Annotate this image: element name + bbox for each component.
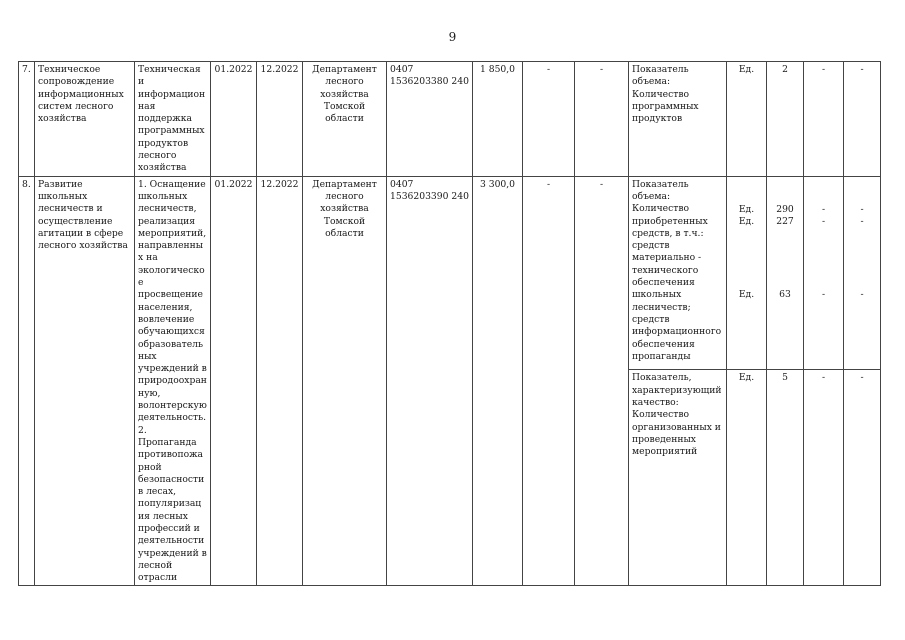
indicator-col-14-item: - <box>821 215 826 227</box>
executor: Департамент лесного хозяйства Томской области <box>303 62 387 177</box>
indicator-unit-item: Ед. <box>738 203 755 215</box>
indicator-col-15-item: - <box>860 289 864 301</box>
indicator-value: 5 <box>767 370 804 586</box>
indicator-value <box>767 176 804 370</box>
executor: Департамент лесного хозяйства Томской области <box>303 176 387 586</box>
indicator-unit-item: Ед. <box>738 215 755 227</box>
funding-col-9: - <box>523 176 575 586</box>
start-date: 01.2022 <box>211 176 257 586</box>
indicator-col-15: - <box>844 62 881 177</box>
event-action: 1. Оснащение школьных лесничеств, реализация мероприятий, направленных на экологическое просвещение населения, вовлечение обучающихся образовательных учреждений в природоохранную, волонтерскую деятельность. 2. Пропаганда противопожарной безопасности в лесах, популяризация лесных профессий и деятельности учреждений в лесной отрасли <box>135 176 211 586</box>
end-date: 12.2022 <box>257 176 303 586</box>
indicator-text: Показатель, характеризующий качество: Количество организованных и проведенных мероприятий <box>629 370 727 586</box>
start-date: 01.2022 <box>211 62 257 177</box>
budget-code: 0407 1536203380 240 <box>387 62 473 177</box>
row-number: 8. <box>19 176 35 586</box>
indicator-value-item: 63 <box>779 289 791 301</box>
indicator-value-item: 227 <box>776 215 794 227</box>
indicator-value: 2 <box>767 62 804 177</box>
indicator-col-15-item: - <box>860 203 864 215</box>
page-number: 9 <box>448 30 457 44</box>
indicator-unit <box>727 176 767 370</box>
indicator-unit: Ед. <box>727 370 767 586</box>
indicator-col-14-item: - <box>821 203 826 215</box>
table-row <box>19 176 881 370</box>
budget-code: 0407 1536203390 240 <box>387 176 473 586</box>
program-table <box>18 61 881 586</box>
indicator-col-14: - <box>804 370 844 586</box>
indicator-unit: Ед. <box>727 62 767 177</box>
indicator-col-15-item: - <box>860 215 864 227</box>
indicator-col-14: - <box>804 62 844 177</box>
event-name: Техническое сопровождение информационных систем лесного хозяйства <box>35 62 135 177</box>
row-number: 7. <box>19 62 35 177</box>
table-row <box>19 62 881 177</box>
funding-amount: 1 850,0 <box>473 62 523 177</box>
funding-col-9: - <box>523 62 575 177</box>
indicator-text: Показатель объема: Количество программных продуктов <box>629 62 727 177</box>
indicator-text: Показатель объема: Количество приобретенных средств, в т.ч.: средств материально - технического обеспечения школьных лесничеств; средств информационного обеспечения пропаганды <box>629 176 727 370</box>
funding-col-10: - <box>575 62 629 177</box>
indicator-unit-item: Ед. <box>738 289 755 301</box>
indicator-value-item: 290 <box>776 203 794 215</box>
indicator-col-14-item: - <box>821 289 826 301</box>
end-date: 12.2022 <box>257 62 303 177</box>
funding-col-10: - <box>575 176 629 586</box>
indicator-col-15 <box>844 176 881 370</box>
event-name: Развитие школьных лесничеств и осуществление агитации в сфере лесного хозяйства <box>35 176 135 586</box>
event-action: Техническая и информационная поддержка программных продуктов лесного хозяйства <box>135 62 211 177</box>
indicator-col-14 <box>804 176 844 370</box>
funding-amount: 3 300,0 <box>473 176 523 586</box>
indicator-col-15: - <box>844 370 881 586</box>
